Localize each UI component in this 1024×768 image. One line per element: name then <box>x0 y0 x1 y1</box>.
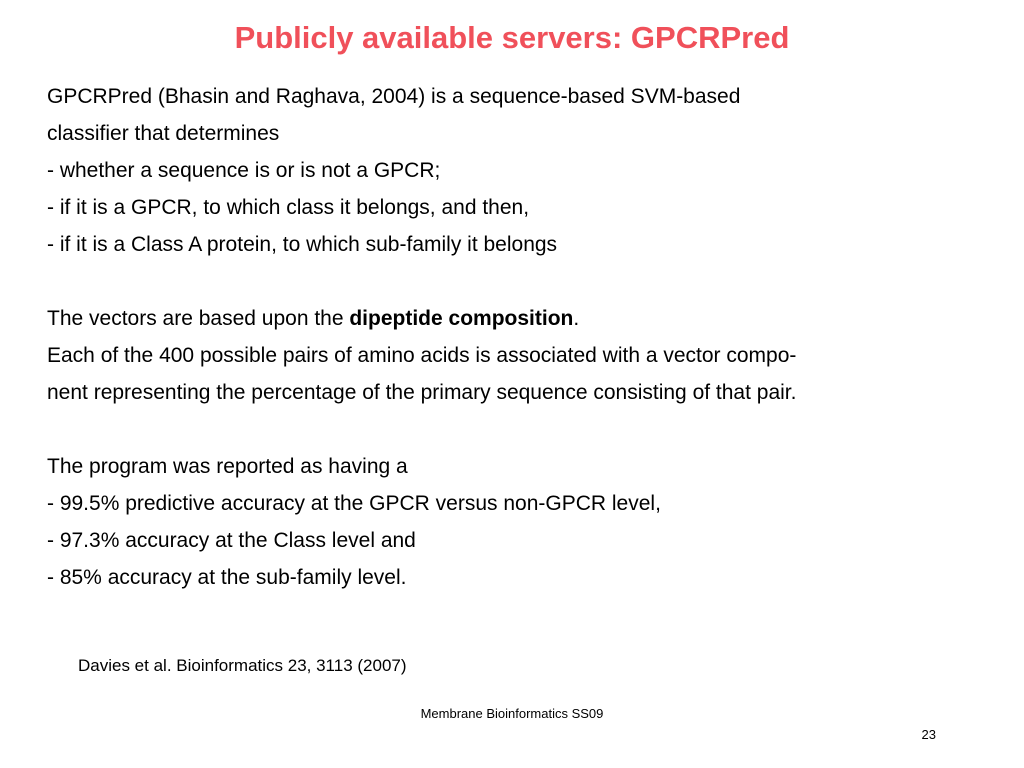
slide-title: Publicly available servers: GPCRPred <box>234 20 790 55</box>
accuracy-line: - 85% accuracy at the sub-family level. <box>47 566 407 589</box>
accuracy-line: The program was reported as having a <box>47 455 408 478</box>
intro-line: - if it is a GPCR, to which class it belongs, and then, <box>47 196 530 219</box>
accuracy-line: - 97.3% accuracy at the Class level and <box>47 529 416 552</box>
citation: Davies et al. Bioinformatics 23, 3113 (2007) <box>78 656 407 675</box>
vectors-period: . <box>573 307 580 330</box>
intro-line: GPCRPred (Bhasin and Raghava, 2004) is a sequence-based SVM-based <box>47 85 741 108</box>
intro-line: - whether a sequence is or is not a GPCR; <box>47 159 441 182</box>
vectors-line <box>47 300 997 337</box>
pairs-line: Each of the 400 possible pairs of amino acids is associated with a vector compo- <box>47 344 797 367</box>
vectors-text: The vectors are based upon the <box>47 307 350 330</box>
slide-body <box>47 78 997 596</box>
accuracy-line: - 99.5% predictive accuracy at the GPCR versus non-GPCR level, <box>47 492 661 515</box>
intro-line: classifier that determines <box>47 122 280 145</box>
intro-line: - if it is a Class A protein, to which sub-family it belongs <box>47 233 558 256</box>
paragraph-gap <box>47 411 997 448</box>
footer-text: Membrane Bioinformatics SS09 <box>420 706 604 721</box>
paragraph-gap <box>47 263 997 300</box>
dipeptide-composition-term: dipeptide composition <box>349 307 574 330</box>
page-number: 23 <box>921 727 936 742</box>
pairs-line: nent representing the percentage of the primary sequence consisting of that pair. <box>47 381 797 404</box>
